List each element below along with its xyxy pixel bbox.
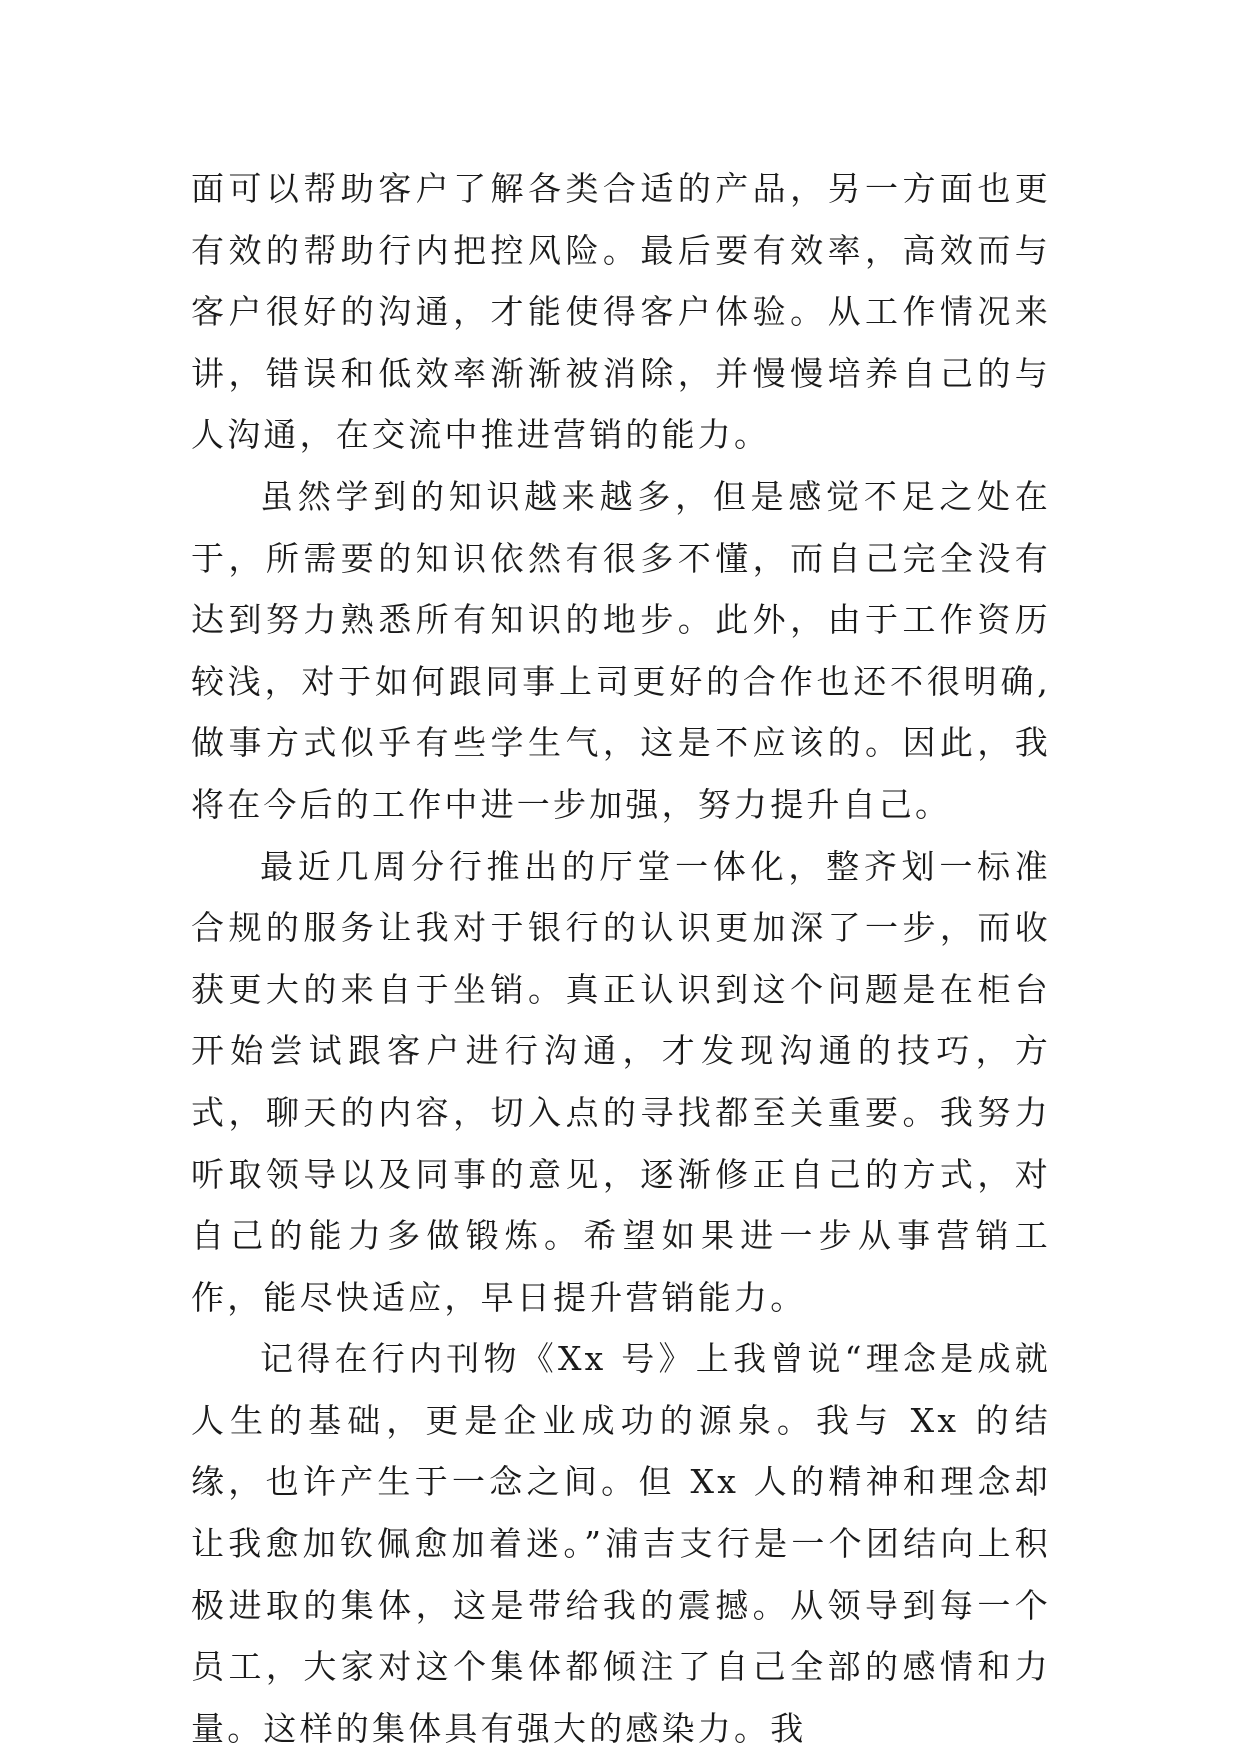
paragraph-company-culture: 记得在行内刊物《Xx 号》上我曾说“理念是成就人生的基础，更是企业成功的源泉。我与 Xx 的结缘，也许产生于一念之间。但 Xx 人的精神和理念却让我愈加钦佩愈加着迷。”浦吉支行是一个团结向上积极进取的集体，这是带给我的震撼。从领导到每一个员工，大家对这个集体都倾注了自己全部的感情和力量。这样的集体具有强大的感染力。我 (191, 1339, 1051, 1748)
paragraph-continuation: 面可以帮助客户了解各类合适的产品，另一方面也更有效的帮助行内把控风险。最后要有效率，高效而与客户很好的沟通，才能使得客户体验。从工作情况来讲，错误和低效率渐渐被消除，并慢慢培养自己的与人沟通，在交流中推进营销的能力。 (191, 169, 1051, 455)
paragraph-sales-experience: 最近几周分行推出的厅堂一体化，整齐划一标准合规的服务让我对于银行的认识更加深了一步，而收获更大的来自于坐销。真正认识到这个问题是在柜台开始尝试跟客户进行沟通，才发现沟通的技巧，方式，聊天的内容，切入点的寻找都至关重要。我努力听取领导以及同事的意见，逐渐修正自己的方式，对自己的能力多做锻炼。希望如果进一步从事营销工作，能尽快适应，早日提升营销能力。 (191, 846, 1051, 1317)
body-text (191, 158, 1051, 1759)
paragraph-self-assessment: 虽然学到的知识越来越多，但是感觉不足之处在于，所需要的知识依然有很多不懂，而自己完全没有达到努力熟悉所有知识的地步。此外，由于工作资历较浅，对于如何跟同事上司更好的合作也还不很明确,做事方式似乎有些学生气，这是不应该的。因此，我将在今后的工作中进一步加强，努力提升自己。 (191, 476, 1051, 824)
